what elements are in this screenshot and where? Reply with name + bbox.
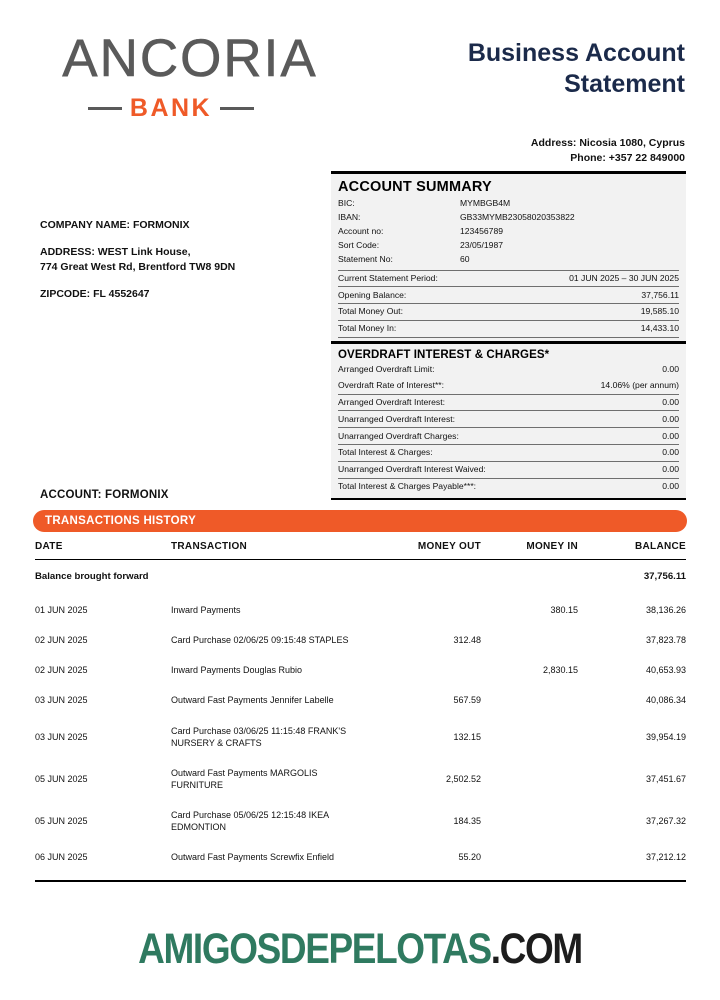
row-description: Outward Fast Payments Screwfix Enfield — [171, 852, 335, 863]
column-header-date: DATE — [35, 541, 121, 560]
row-balance: 40,086.34 — [645, 695, 686, 706]
row-description: Card Purchase 02/06/25 09:15:48 STAPLES — [171, 635, 349, 646]
account-summary-title: ACCOUNT SUMMARY — [338, 179, 492, 195]
row-description: Card Purchase 05/06/25 12:15:48 IKEA EDMONTION — [171, 810, 329, 833]
summary-field-value: GB33MYMB23058020353822 — [460, 211, 575, 222]
watermark-primary: AMIGOSDEPELOTAS — [138, 925, 491, 973]
overdraft-row — [338, 362, 679, 378]
row-money-in — [487, 716, 580, 758]
summary-field-label: Statement No: — [338, 253, 393, 264]
overdraft-row-label: Unarranged Overdraft Charges: — [338, 430, 459, 441]
summary-row-value: 19,585.10 — [640, 306, 679, 317]
bank-phone: Phone: +357 22 849000 — [570, 152, 685, 165]
row-description: Inward Payments — [171, 604, 241, 615]
bank-contact-block — [355, 136, 685, 166]
overdraft-row — [338, 410, 679, 427]
table-row — [35, 595, 686, 625]
logo-dash-right-icon — [220, 107, 254, 110]
summary-field — [338, 239, 679, 253]
column-header-transaction: TRANSACTION — [121, 541, 371, 560]
row-balance: 37,267.32 — [645, 816, 686, 827]
row-balance: 38,136.26 — [645, 604, 686, 615]
overdraft-row — [338, 461, 679, 478]
row-balance: 37,451.67 — [645, 773, 686, 784]
row-money-out: 312.48 — [453, 635, 481, 646]
overdraft-row — [338, 427, 679, 444]
row-money-in: 380.15 — [550, 604, 578, 615]
row-money-out: 567.59 — [453, 695, 481, 706]
row-balance: 37,823.78 — [645, 635, 686, 646]
overdraft-top-rows — [338, 362, 679, 394]
company-zipcode: ZIPCODE: FL 4552647 — [40, 288, 150, 301]
row-date: 06 JUN 2025 — [35, 852, 88, 863]
row-money-out: 55.20 — [458, 852, 481, 863]
summary-field-value: 60 — [460, 253, 470, 264]
row-date: 01 JUN 2025 — [35, 604, 88, 615]
overdraft-charges-box — [331, 341, 686, 500]
summary-row-label: Total Money In: — [338, 323, 397, 334]
account-label: ACCOUNT: FORMONIX — [40, 489, 169, 501]
overdraft-row — [338, 394, 679, 411]
column-header-money-in: MONEY IN — [487, 541, 580, 560]
row-money-in: 2,830.15 — [542, 665, 578, 676]
row-money-out — [371, 595, 487, 625]
row-date: 02 JUN 2025 — [35, 635, 88, 646]
table-header-row — [35, 541, 686, 560]
overdraft-row-value: 0.00 — [662, 480, 679, 491]
table-row — [35, 842, 686, 872]
summary-row — [338, 303, 679, 320]
row-date: 05 JUN 2025 — [35, 816, 88, 827]
summary-field-value: 123456789 — [460, 225, 504, 236]
summary-row-value: 37,756.11 — [641, 289, 679, 300]
row-description: Outward Fast Payments MARGOLIS FURNITURE — [171, 767, 318, 790]
summary-row-label: Opening Balance: — [338, 289, 407, 300]
company-details — [40, 218, 320, 302]
summary-field — [338, 197, 679, 211]
summary-field-label: Account no: — [338, 225, 384, 236]
overdraft-row — [338, 378, 679, 394]
row-description: Outward Fast Payments Jennifer Labelle — [171, 695, 334, 706]
summary-field — [338, 225, 679, 239]
summary-field-value: MYMBGB4M — [460, 198, 511, 208]
table-row — [35, 758, 686, 800]
row-description: Card Purchase 03/06/25 11:15:48 FRANK'S NURSERY & CRAFTS — [171, 725, 347, 748]
summary-field-label: Sort Code: — [338, 239, 380, 250]
summary-row — [338, 320, 679, 337]
table-row — [35, 685, 686, 715]
row-money-in — [487, 758, 580, 800]
row-money-out — [371, 655, 487, 685]
overdraft-title: OVERDRAFT INTEREST & CHARGES* — [338, 349, 550, 361]
summary-row-value: 01 JUN 2025 – 30 JUN 2025 — [569, 272, 679, 283]
row-date: 05 JUN 2025 — [35, 773, 88, 784]
row-description: Inward Payments Douglas Rubio — [171, 665, 303, 676]
page-title: Business Account Statement — [467, 39, 685, 98]
row-money-out: 184.35 — [453, 816, 481, 827]
row-date: 03 JUN 2025 — [35, 695, 88, 706]
summary-row-label: Current Statement Period: — [338, 272, 438, 283]
overdraft-row-value: 0.00 — [662, 430, 679, 441]
row-balance: 39,954.19 — [645, 731, 686, 742]
summary-field — [338, 211, 679, 225]
company-address — [40, 245, 320, 274]
overdraft-row — [338, 444, 679, 461]
bbf-balance: 37,756.11 — [643, 571, 686, 582]
account-summary-fields — [338, 197, 679, 267]
bank-logo-wordmark: ANCORIA — [62, 29, 318, 88]
row-money-in — [487, 685, 580, 715]
overdraft-row-value: 0.00 — [662, 364, 679, 375]
table-row — [35, 655, 686, 685]
summary-field-label: BIC: — [338, 198, 355, 208]
row-date: 02 JUN 2025 — [35, 665, 88, 676]
column-header-money-out: MONEY OUT — [371, 541, 487, 560]
transactions-table — [35, 541, 686, 872]
transactions-history-banner-label: TRANSACTIONS HISTORY — [45, 515, 197, 527]
bbf-label: Balance brought forward — [35, 571, 149, 582]
row-money-out: 132.15 — [453, 731, 481, 742]
overdraft-row-label: Total Interest & Charges Payable***: — [338, 480, 477, 491]
bank-logo-bank-text: BANK — [129, 94, 213, 122]
bank-address: Address: Nicosia 1080, Cyprus — [530, 137, 685, 149]
overdraft-row-value: 14.06% (per annum) — [600, 380, 679, 391]
transactions-history-banner — [33, 510, 687, 532]
summary-row-label: Total Money Out: — [338, 306, 403, 317]
bbf-money-out — [371, 560, 487, 595]
table-row — [35, 800, 686, 842]
row-money-out: 2,502.52 — [445, 773, 481, 784]
row-balance: 37,212.12 — [645, 852, 686, 863]
row-date: 03 JUN 2025 — [35, 731, 88, 742]
summary-row — [338, 270, 679, 287]
overdraft-row-label: Arranged Overdraft Limit: — [338, 364, 435, 375]
overdraft-row-value: 0.00 — [662, 464, 679, 475]
table-row — [35, 625, 686, 655]
overdraft-row-label: Unarranged Overdraft Interest Waived: — [338, 464, 486, 475]
bank-logo — [40, 29, 340, 122]
table-bottom-rule — [35, 880, 686, 882]
logo-dash-left-icon — [88, 107, 122, 110]
summary-row-value: 14,433.10 — [640, 323, 679, 334]
overdraft-row-value: 0.00 — [662, 396, 679, 407]
summary-field-value: 23/05/1987 — [460, 239, 504, 250]
summary-field — [338, 253, 679, 267]
overdraft-rows — [338, 394, 679, 495]
summary-field-label: IBAN: — [338, 211, 361, 222]
row-money-in — [487, 800, 580, 842]
company-name: COMPANY NAME: FORMONIX — [40, 219, 190, 231]
overdraft-row — [338, 478, 679, 495]
table-row — [35, 716, 686, 758]
balance-brought-forward-row — [35, 560, 686, 595]
summary-row — [338, 286, 679, 303]
overdraft-row-label: Arranged Overdraft Interest: — [338, 396, 445, 407]
bbf-money-in — [487, 560, 580, 595]
row-money-in — [487, 625, 580, 655]
company-address-line1: ADDRESS: WEST Link House, — [40, 246, 191, 259]
overdraft-row-value: 0.00 — [662, 447, 679, 458]
overdraft-row-label: Unarranged Overdraft Interest: — [338, 413, 456, 424]
row-money-in — [487, 842, 580, 872]
site-watermark — [50, 925, 669, 973]
column-header-balance: BALANCE — [580, 541, 686, 560]
overdraft-row-label: Overdraft Rate of Interest**: — [338, 380, 445, 391]
company-address-line2: 774 Great West Rd, Brentford TW8 9DN — [40, 260, 236, 273]
watermark-secondary: .COM — [490, 925, 582, 973]
overdraft-row-value: 0.00 — [662, 413, 679, 424]
bank-logo-subrow — [40, 96, 302, 121]
overdraft-row-label: Total Interest & Charges: — [338, 447, 433, 458]
account-summary-box — [331, 171, 686, 359]
row-balance: 40,653.93 — [645, 665, 686, 676]
